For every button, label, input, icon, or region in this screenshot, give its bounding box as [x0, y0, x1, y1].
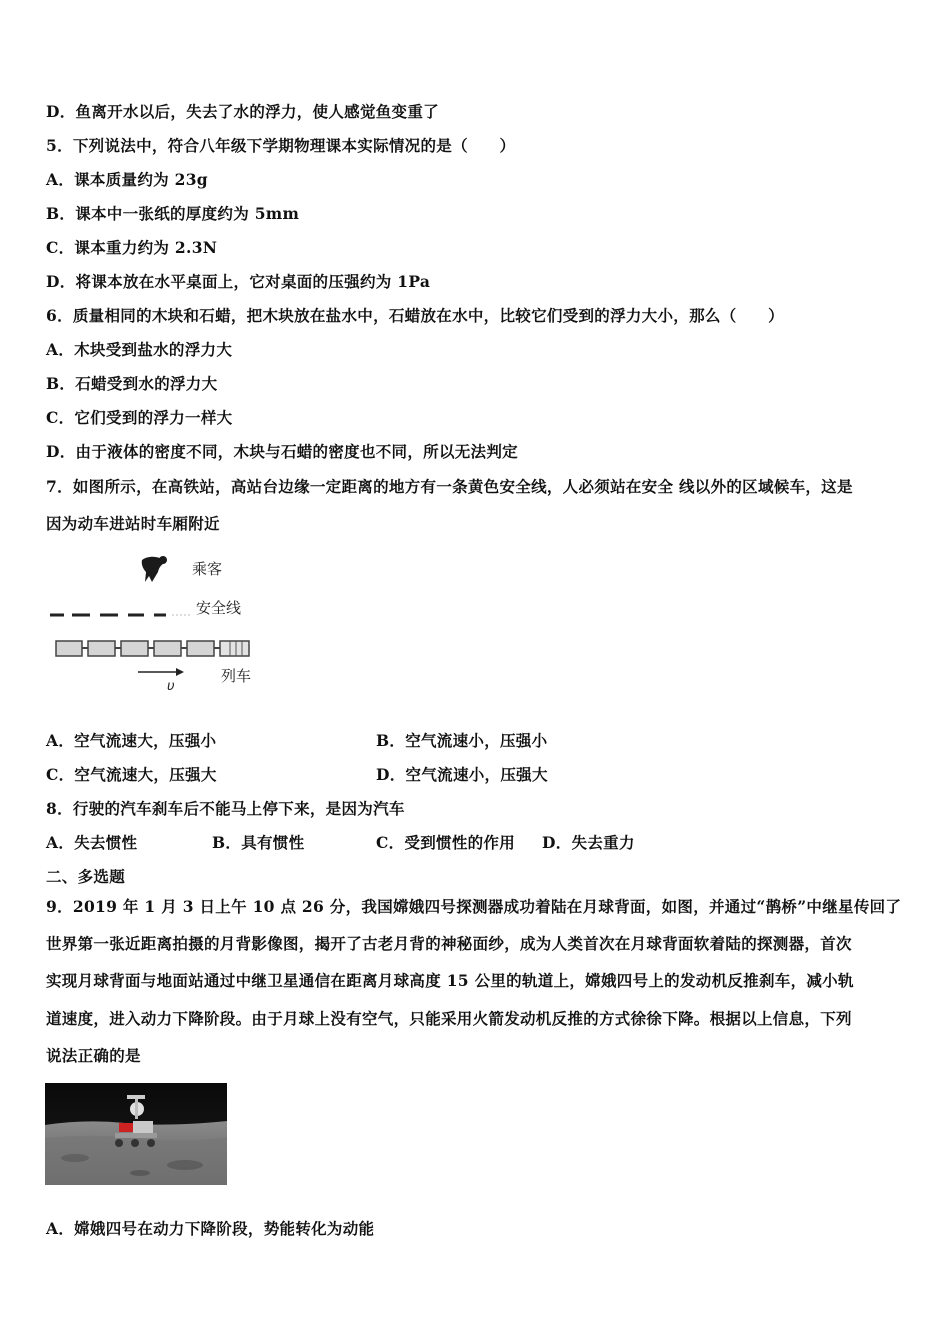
q5-option-b: B．课本中一张纸的厚度约为 5mm — [46, 204, 300, 223]
q7-option-b: B．空气流速小，压强小 — [376, 731, 548, 750]
passenger-label: 乘客 — [192, 560, 223, 578]
q5-stem: 5．下列说法中，符合八年级下学期物理课本实际情况的是（ ） — [46, 136, 516, 155]
q6-option-a: A．木块受到盐水的浮力大 — [46, 340, 233, 359]
moon-lander-photo — [45, 1083, 227, 1185]
q8-option-d: D．失去重力 — [542, 833, 635, 852]
q5-option-d: D．将课本放在水平桌面上，它对桌面的压强约为 1Pa — [46, 272, 431, 291]
q9-stem-line2: 世界第一张近距离拍摄的月背影像图，揭开了古老月背的神秘面纱，成为人类首次在月球背面软着陆的探测器，首次 — [46, 934, 852, 953]
q6-stem: 6．质量相同的木块和石蜡，把木块放在盐水中，石蜡放在水中，比较它们受到的浮力大小，那么（ ） — [46, 306, 784, 325]
q7-option-c: C．空气流速大，压强大 — [46, 765, 217, 784]
q7-stem-line2: 因为动车进站时车厢附近 — [46, 514, 220, 533]
q6-option-c: C．它们受到的浮力一样大 — [46, 408, 233, 427]
passenger-icon — [142, 556, 167, 582]
velocity-label: υ — [167, 679, 175, 694]
section-title: 二、多选题 — [46, 867, 126, 886]
q9-option-a: A．嫦娥四号在动力下降阶段，势能转化为动能 — [46, 1219, 375, 1238]
q7-stem-line1: 7．如图所示，在高铁站，高站台边缘一定距离的地方有一条黄色安全线，人必须站在安全 线以外的区域候车，这是 — [46, 477, 853, 496]
train-label: 列车 — [221, 667, 252, 685]
q4-option-d: D．鱼离开水以后，失去了水的浮力，使人感觉鱼变重了 — [46, 102, 439, 121]
q8-stem: 8．行驶的汽车刹车后不能马上停下来，是因为汽车 — [46, 799, 405, 818]
train-platform-diagram — [46, 552, 276, 697]
q9-stem-line5: 说法正确的是 — [46, 1046, 141, 1065]
velocity-arrow-icon — [138, 668, 184, 676]
q9-stem-line3: 实现月球背面与地面站通过中继卫星通信在距离月球高度 15 公里的轨道上，嫦娥四号上的发动机反推刹车，减小轨 — [46, 971, 854, 990]
q6-option-d: D．由于液体的密度不同，木块与石蜡的密度也不同，所以无法判定 — [46, 442, 518, 461]
q9-stem-line4: 道速度，进入动力下降阶段。由于月球上没有空气，只能采用火箭发动机反推的方式徐徐下降。根据以上信息，下列 — [46, 1009, 852, 1028]
q6-option-b: B．石蜡受到水的浮力大 — [46, 374, 218, 393]
q7-option-d: D．空气流速小，压强大 — [376, 765, 548, 784]
q8-option-b: B．具有惯性 — [212, 833, 305, 852]
q5-option-a: A．课本质量约为 23g — [46, 170, 208, 189]
q5-option-c: C．课本重力约为 2.3N — [46, 238, 218, 257]
q8-option-c: C．受到惯性的作用 — [376, 833, 516, 852]
train — [56, 641, 249, 656]
q7-option-a: A．空气流速大，压强小 — [46, 731, 217, 750]
q8-option-a: A．失去惯性 — [46, 833, 138, 852]
safety-line-label: 安全线 — [196, 599, 242, 617]
q9-stem-line1: 9．2019 年 1 月 3 日上午 10 点 26 分，我国嫦娥四号探测器成功着陆在月球背面，如图，并通过“鹊桥”中继星传回了 — [46, 897, 902, 916]
